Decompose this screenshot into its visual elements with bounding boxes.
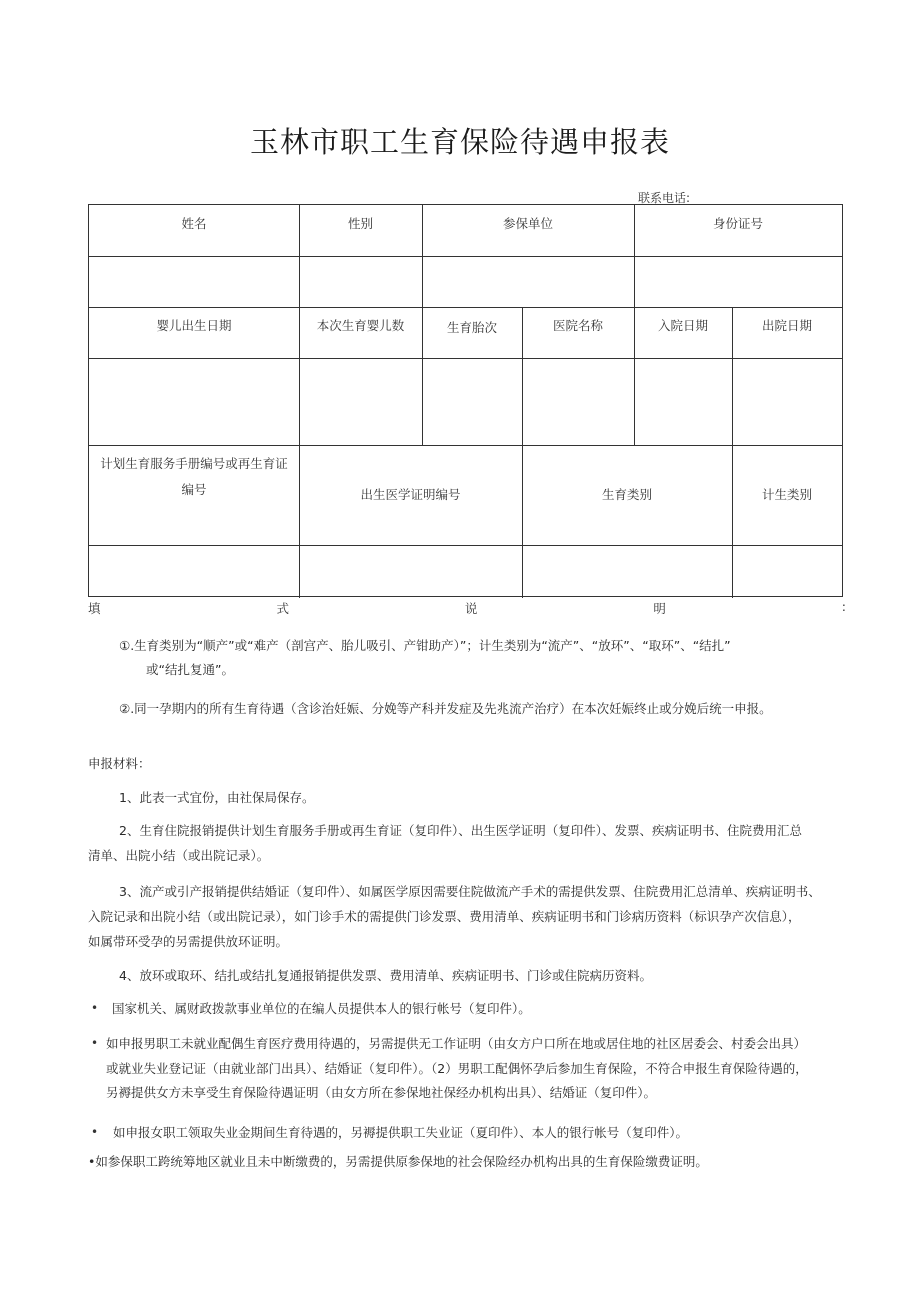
fill-char: 说 xyxy=(464,601,478,616)
header-birth-cert-number: 出生医学证明编号 xyxy=(360,487,461,502)
header-plan-book-line1: 计划生育服务手册编号或再生育证 xyxy=(100,456,288,471)
parity-input-cell[interactable] xyxy=(423,359,522,445)
id-input-cell[interactable] xyxy=(635,257,842,307)
fill-char: : xyxy=(841,599,846,614)
bullet-mark: • xyxy=(91,1036,99,1050)
bullet-3: 如申报女职工领取失业金期间生育待遇的，另褥提供职工失业证（夏印件）、本人的银行帐号（复印件）。 xyxy=(113,1125,689,1140)
note-1-line-1: ①.生育类别为“顺产”或“难产（剖宫产、胎儿吸引、产钳助产）”；计生类别为“流产”、“放环”、“取环”、“结扎” xyxy=(119,638,731,653)
bullet-2-line-2: 或就业失业登记证（由就业部门出具）、结婚证（复印件）。（2）男职工配偶怀孕后参加生育保险，不符合申报生育保险待遇的， xyxy=(106,1061,808,1076)
header-baby-birth-date: 婴儿出生日期 xyxy=(156,318,232,333)
discharge-input-cell[interactable] xyxy=(733,359,842,445)
header-plan-book-number xyxy=(89,451,299,503)
bullet-1: 国家机关、属财政拨款事业单位的在编人员提供本人的银行帐号（复印件）。 xyxy=(112,1001,531,1016)
header-hospital-name: 医院名称 xyxy=(552,318,603,333)
material-1: 1、此表一式宜份，由社保局保存。 xyxy=(119,790,315,805)
header-plan-book-line2: 编号 xyxy=(181,482,207,497)
material-4: 4、放环或取环、结扎或结扎复通报销提供发票、费用清单、疾病证明书、门诊或住院病历资料。 xyxy=(119,968,652,983)
unit-input-cell[interactable] xyxy=(423,257,634,307)
row-divider xyxy=(89,445,842,446)
birth-cert-input-cell[interactable] xyxy=(300,546,522,598)
fill-char: 填 xyxy=(88,601,101,616)
bullet-2-line-1: 如申报男职工未就业配偶生育医疗费用待遇的，另需提供无工作证明（由女方户口所在地或居住地的社区居委会、村委会出具） xyxy=(106,1036,807,1051)
bullet-4: •如参保职工跨统筹地区就业且未中断缴费的，另需提供原参保地的社会保险经办机构出具的生育保险缴费证明。 xyxy=(88,1154,708,1169)
header-birth-type: 生育类别 xyxy=(601,487,652,502)
birth-date-input-cell[interactable] xyxy=(89,359,299,445)
plan-type-input-cell[interactable] xyxy=(733,546,842,598)
row-divider xyxy=(89,307,842,308)
bullet-mark: • xyxy=(91,1125,99,1139)
header-admission-date: 入院日期 xyxy=(657,318,708,333)
note-2: ②.同一孕期内的所有生育待遇（含诊治妊娠、分娩等产科并发症及先兆流产治疗）在本次妊娠终止或分娩后统一申报。 xyxy=(119,701,772,716)
fill-instructions-heading xyxy=(88,599,846,615)
header-id-number: 身份证号 xyxy=(712,216,763,231)
material-2-line-2: 清单、出院小结（或出院记录）。 xyxy=(88,848,270,863)
note-1-line-2: 或“结扎复通”。 xyxy=(146,662,234,677)
birth-type-input-cell[interactable] xyxy=(523,546,732,598)
bullet-2-line-3: 另褥提供女方未享受生育保险待遇证明（由女方所在参保地社保经办机构出具）、结婚证（复印件）。 xyxy=(106,1085,657,1100)
page-title: 玉林市职工生育保险待遇申报表 xyxy=(249,125,670,159)
name-input-cell[interactable] xyxy=(89,257,299,307)
baby-count-input-cell[interactable] xyxy=(300,359,422,445)
bullet-mark: • xyxy=(91,1001,99,1015)
fill-char: 明 xyxy=(653,601,666,616)
application-form-table xyxy=(88,204,843,597)
fill-char: 式 xyxy=(276,601,289,616)
header-parity: 生育胎次 xyxy=(446,320,497,335)
header-plan-type: 计生类别 xyxy=(761,487,812,502)
contact-phone-label: 联系电话: xyxy=(638,191,691,205)
plan-book-input-cell[interactable] xyxy=(89,546,299,598)
materials-heading: 申报材料： xyxy=(88,756,151,771)
material-3-line-2: 入院记录和出院小结（或出院记录），如门诊手术的需提供门诊发票、费用清单、疾病证明书和门诊病历资料（标识孕产次信息）， xyxy=(88,909,801,924)
hospital-input-cell[interactable] xyxy=(523,359,634,445)
material-2-line-1: 2、生育住院报销提供计划生育服务手册或再生育证（复印件）、出生医学证明（复印件）、发票、疾病证明书、住院费用汇总 xyxy=(119,823,802,838)
admit-input-cell[interactable] xyxy=(635,359,732,445)
material-3-line-1: 3、流产或引产报销提供结婚证（复印件）、如属医学原因需要住院做流产手术的需提供发票、住院费用汇总清单、疾病证明书、 xyxy=(119,884,821,899)
header-name: 姓名 xyxy=(181,216,207,231)
header-gender: 性别 xyxy=(347,216,373,231)
header-discharge-date: 出院日期 xyxy=(761,318,812,333)
header-baby-count: 本次生育婴儿数 xyxy=(316,318,405,333)
gender-input-cell[interactable] xyxy=(300,257,422,307)
material-3-line-3: 如属带环受孕的另需提供放环证明。 xyxy=(88,934,289,949)
header-insured-unit: 参保单位 xyxy=(502,216,553,231)
